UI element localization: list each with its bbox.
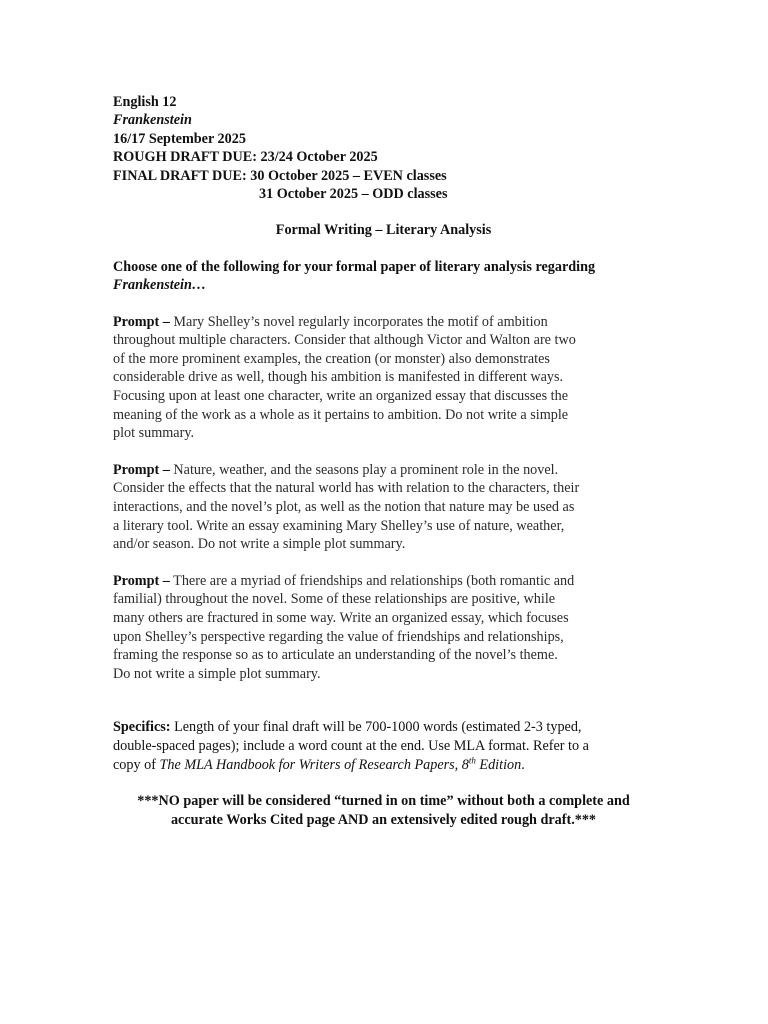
prompt-label: Prompt – [113, 313, 170, 330]
prompt-text-line: Mary Shelley’s novel regularly incorporates the motif of ambition [169, 313, 548, 330]
specifics-text-line: double-spaced pages); include a word count at the end. Use MLA format. Refer to a [113, 737, 589, 754]
edition-superscript: th [468, 754, 476, 765]
intro-line: Choose one of the following for your formal paper of literary analysis regarding [113, 258, 596, 275]
notice-line: ***NO paper will be considered “turned in on time” without both a complete and [137, 793, 630, 810]
specifics-period: . [521, 756, 525, 773]
prompt-text-line: framing the response so as to articulate an understanding of the novel’s theme. [113, 647, 558, 664]
prompt-text-line: of the more prominent examples, the creation (or monster) also demonstrates [113, 350, 550, 367]
specifics-paragraph [113, 718, 653, 774]
prompt-text-line: throughout multiple characters. Consider that although Victor and Walton are two [113, 332, 576, 349]
prompt-text-line: a literary tool. Write an essay examining Mary Shelley’s use of nature, weather, [113, 517, 565, 534]
specifics-text-line: copy of [113, 756, 160, 773]
prompt-text-line: There are a myriad of friendships and relationships (both romantic and [169, 572, 575, 589]
specifics-label: Specifics: [113, 719, 171, 736]
prompt-relationships [113, 572, 653, 684]
document-header [113, 93, 653, 203]
late-paper-notice [113, 792, 654, 829]
prompt-text-line: Nature, weather, and the seasons play a prominent role in the novel. [169, 461, 559, 478]
specifics-text-line: Length of your final draft will be 700-1000 words (estimated 2-3 typed, [170, 719, 582, 736]
prompt-text-line: familial) throughout the novel. Some of these relationships are positive, while [113, 591, 556, 608]
course-name: English 12 [113, 94, 177, 110]
intro-book-title: Frankenstein… [113, 277, 207, 294]
prompt-text-line: and/or season. Do not write a simple plot summary. [113, 536, 406, 553]
prompt-text-line: upon Shelley’s perspective regarding the value of friendships and relationships, [113, 628, 564, 645]
final-draft-due: FINAL DRAFT DUE: 30 October 2025 – EVEN classes [113, 167, 447, 184]
assignment-document [113, 93, 653, 829]
prompt-label: Prompt – [113, 572, 170, 589]
prompt-text-line: interactions, and the novel’s plot, as well as the notion that nature may be used as [113, 499, 575, 515]
book-title: Frankenstein [113, 112, 192, 129]
notice-line: accurate Works Cited page AND an extensively edited rough draft.*** [170, 811, 597, 828]
prompt-text-line: meaning of the work as a whole as it pertains to ambition. Do not write a simple [113, 406, 569, 423]
intro-instruction [113, 258, 653, 295]
prompt-text-line: Consider the effects that the natural world has with relation to the characters, their [113, 480, 580, 497]
prompt-nature [113, 461, 653, 554]
prompt-text-line: Do not write a simple plot summary. [113, 665, 321, 682]
prompt-ambition [113, 313, 653, 443]
prompt-text-line: considerable drive as well, though his ambition is manifested in different ways. [113, 369, 564, 386]
prompt-text-line: plot summary. [113, 425, 195, 442]
mla-handbook-title: The MLA Handbook for Writers of Research Papers, 8 [159, 756, 469, 773]
prompt-text-line: Focusing upon at least one character, write an organized essay that discusses the [113, 388, 568, 405]
prompt-text-line: many others are fractured in some way. Write an organized essay, which focuses [113, 609, 569, 626]
rough-draft-due: ROUGH DRAFT DUE: 23/24 October 2025 [113, 149, 378, 166]
mla-handbook-edition: Edition [475, 756, 522, 773]
assigned-date: 16/17 September 2025 [113, 130, 246, 147]
prompt-label: Prompt – [113, 461, 170, 478]
final-draft-due-odd: 31 October 2025 – ODD classes [259, 186, 448, 203]
section-title: Formal Writing – Literary Analysis [275, 222, 492, 239]
